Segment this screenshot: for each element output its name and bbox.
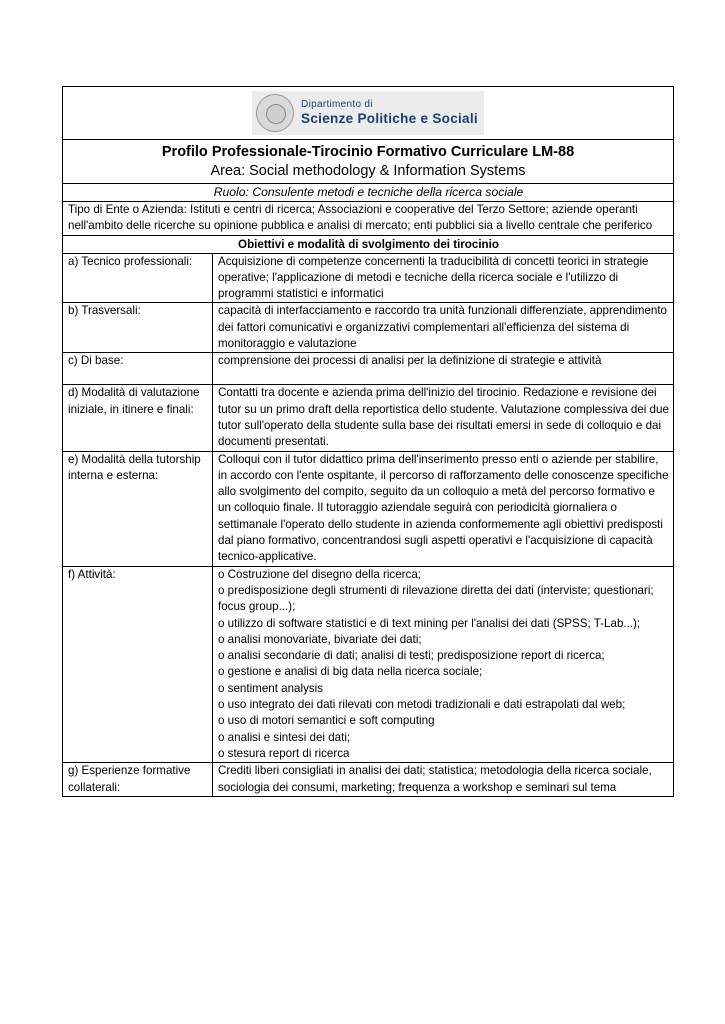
row-label: g) Esperienze formative collaterali: [63, 763, 213, 797]
table-row [63, 353, 674, 385]
page-title: Profilo Professionale-Tirocinio Formativo Curriculare LM-88 [161, 144, 575, 160]
title-cell [63, 140, 674, 184]
activities-cell [213, 566, 674, 763]
list-item: o analisi monovariate, bivariate dei dati; [218, 632, 422, 646]
entity-type: Tipo di Ente o Azienda: Istituti e centri di ricerca; Associazioni e cooperative del Terzo Settore; aziende operanti nell'ambito delle ricerche su opinione pubblica e analisi di mercato; enti pubblici sia a livello centrale che periferico [63, 202, 674, 236]
list-item: o uso integrato dei dati rilevati con metodi tradizionali e dati estrapolati dal web; [218, 698, 626, 712]
table-row [63, 303, 674, 353]
logo-cell [63, 87, 674, 140]
row-content: Acquisizione di competenze concernenti la traducibilità di concetti teorici in strategie operative; l'applicazione di metodi e tecniche della ricerca sociale e l'utilizzo di programmi statistici e informatici [213, 253, 674, 303]
list-item: o analisi secondarie di dati; analisi di testi; predisposizione report di ricerca; [218, 649, 605, 663]
document [62, 86, 673, 797]
row-label: f) Attività: [63, 566, 213, 763]
row-content: Crediti liberi consigliati in analisi dei dati; statistica; metodologia della ricerca sociale, sociologia dei consumi, marketing; frequenza a workshop e seminari sul tema [213, 763, 674, 797]
row-content: Colloqui con il tutor didattico prima dell'inserimento presso enti o aziende per stabilire, in accordo con l'ente ospitante, il percorso di rafforzamento delle conoscenze specifiche allo svolgimento del compito, seguito da un colloquio a metà del percorso formativo e un colloquio finale. Il tutoraggio aziendale seguirà con periodicità giornaliera o settimanale l'operato dello studente in azienda conformemente agli obiettivi predisposti dal piano formativo, concentrandosi sugli aspetti operativi e l'acquisizione di capacità tecnico-applicative. [213, 451, 674, 566]
table-row [63, 385, 674, 451]
department-logo [252, 91, 484, 135]
row-label: b) Trasversali: [63, 303, 213, 353]
list-item: o analisi e sintesi dei dati; [218, 730, 351, 744]
row-label: e) Modalità della tutorship interna e esterna: [63, 451, 213, 566]
table-row [63, 763, 674, 797]
section-heading: Obiettivi e modalità di svolgimento dei tirocinio [63, 235, 674, 253]
row-content: capacità di interfacciamento e raccordo tra unità funzionali differenziate, apprendimento dei fattori comunicativi e organizzativi complementari all'efficienza del sistema di monitoraggio e valutazione [213, 303, 674, 353]
role-heading: Ruolo: Consulente metodi e tecniche della ricerca sociale [63, 184, 674, 202]
list-item: o utilizzo di software statistici e di text mining per l'analisi dei dati (SPSS; T-Lab...); [218, 616, 641, 630]
activities-list [218, 567, 669, 763]
list-item: o gestione e analisi di big data nella ricerca sociale; [218, 665, 483, 679]
row-content: comprensione dei processi di analisi per la definizione di strategie e attività [213, 353, 674, 385]
university-seal-icon [256, 94, 294, 132]
row-label: a) Tecnico professionali: [63, 253, 213, 303]
row-content: Contatti tra docente e azienda prima dell'inizio del tirocinio. Redazione e revisione dei tutor su un primo draft della reportistica dello studente. Valutazione complessiva dei due tutor sull'operato della studente sulla base dei risultati emersi in sede di colloquio e dai documenti presentati. [213, 385, 674, 451]
list-item: o Costruzione del disegno della ricerca; [218, 567, 422, 581]
row-label: c) Di base: [63, 353, 213, 385]
list-item: o uso di motori semantici e soft computing [218, 714, 435, 728]
list-item: o predisposizione degli strumenti di rilevazione diretta dei dati (interviste; questionari; focus group...); [218, 583, 654, 614]
area-subtitle: Area: Social methodology & Information Systems [210, 163, 526, 179]
logo-line1: Dipartimento di [301, 98, 373, 110]
table-row [63, 451, 674, 566]
logo-line2: Scienze Politiche e Sociali [301, 110, 478, 126]
table-row [63, 253, 674, 303]
profile-table [62, 86, 674, 797]
table-row [63, 566, 674, 763]
list-item: o stesura report di ricerca [218, 746, 350, 760]
row-label: d) Modalità di valutazione iniziale, in itinere e finali: [63, 385, 213, 451]
list-item: o sentiment analysis [218, 681, 324, 695]
